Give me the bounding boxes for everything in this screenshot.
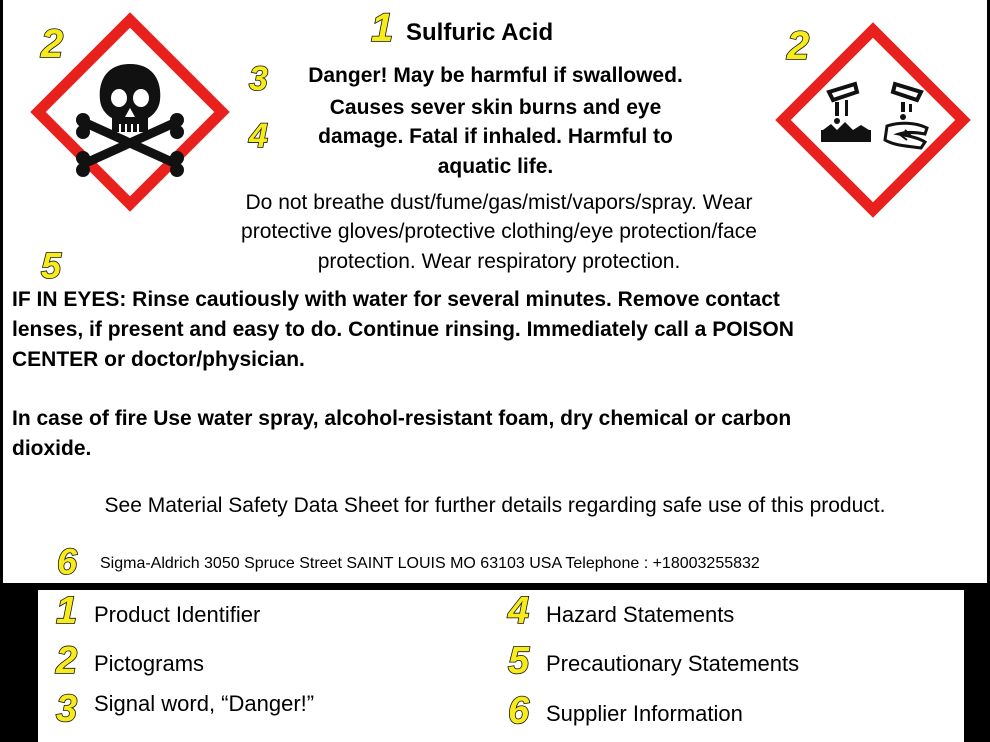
hazard-line-4: aquatic life. — [437, 155, 554, 178]
corrosion-icon — [775, 22, 971, 218]
hazard-line-2: Causes sever skin burns and eye — [329, 96, 662, 119]
legend-marker-1: 1 — [56, 590, 78, 632]
marker-1: 1 — [371, 6, 394, 50]
legend-marker-2: 2 — [56, 640, 78, 682]
chemical-label — [3, 0, 987, 583]
marker-4: 4 — [249, 117, 268, 155]
legend-signal: Signal word, “Danger!” — [94, 691, 315, 716]
fire-line-2: dioxide. — [12, 437, 92, 460]
legend-marker-3: 3 — [56, 688, 78, 730]
hazard-line-1: Danger! May be harmful if swallowed. — [308, 64, 683, 87]
legend-panel — [38, 590, 964, 742]
legend-pictograms: Pictograms — [94, 651, 205, 676]
legend-supplier: Supplier Information — [546, 701, 743, 726]
legend-product: Product Identifier — [94, 602, 261, 627]
skull-crossbones-icon — [30, 12, 230, 212]
legend-marker-4: 4 — [508, 590, 530, 632]
legend-marker-6: 6 — [508, 690, 530, 732]
supplier-info: Sigma-Aldrich 3050 Spruce Street SAINT LOUIS MO 63103 USA Telephone : +18003255832 — [100, 555, 760, 572]
precaution-line-2: protective gloves/protective clothing/eye protection/face — [241, 220, 757, 243]
precaution-line-1: Do not breathe dust/fume/gas/mist/vapors/spray. Wear — [245, 191, 753, 214]
hazard-line-3: damage. Fatal if inhaled. Harmful to — [318, 125, 673, 148]
eyes-line-3: CENTER or doctor/physician. — [12, 348, 305, 371]
product-title: Sulfuric Acid — [406, 19, 554, 46]
precaution-line-3: protection. Wear respiratory protection. — [317, 250, 681, 273]
marker-2-right: 2 — [787, 24, 810, 68]
marker-5: 5 — [41, 245, 62, 286]
fire-line-1: In case of fire Use water spray, alcohol-resistant foam, dry chemical or carbon — [12, 407, 792, 430]
msds-note: See Material Safety Data Sheet for further details regarding safe use of this product. — [104, 494, 886, 517]
marker-3: 3 — [249, 60, 268, 98]
marker-6: 6 — [57, 541, 78, 582]
eyes-line-1: IF IN EYES: Rinse cautiously with water for several minutes. Remove contact — [12, 288, 780, 311]
marker-2-left: 2 — [41, 22, 64, 66]
legend-marker-5: 5 — [508, 640, 530, 682]
eyes-line-2: lenses, if present and easy to do. Continue rinsing. Immediately call a POISON — [12, 318, 794, 341]
legend-precaution: Precautionary Statements — [546, 651, 800, 676]
legend-hazard: Hazard Statements — [546, 602, 735, 627]
